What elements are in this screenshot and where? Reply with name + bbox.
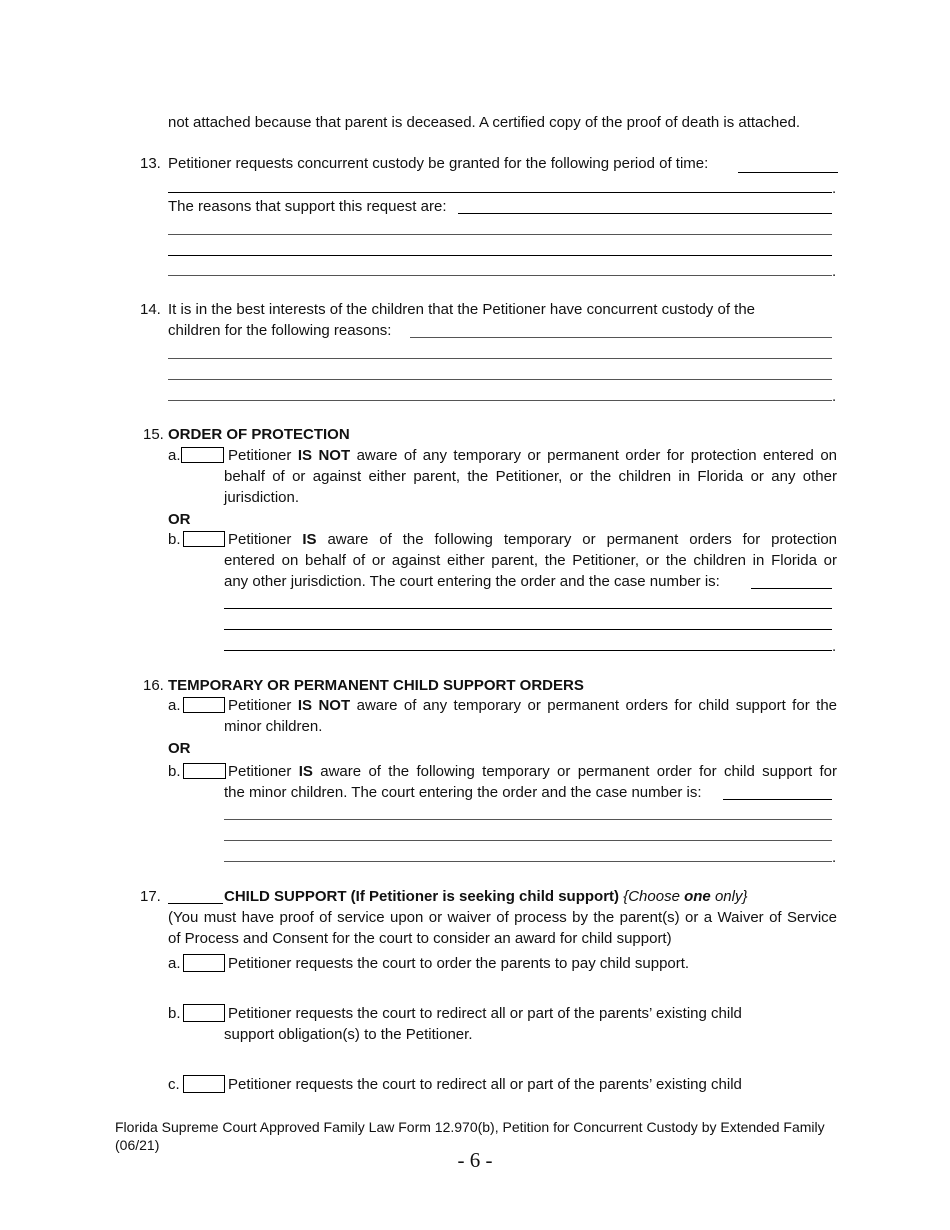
option-17a-text: Petitioner requests the court to order the parents to pay child support. xyxy=(228,955,690,972)
option-15a-letter: a. xyxy=(168,447,181,464)
reasons-field-line-3[interactable] xyxy=(168,255,832,256)
section-16-heading: TEMPORARY OR PERMANENT CHILD SUPPORT ORDERS xyxy=(168,677,584,694)
section-13-text: Petitioner requests concurrent custody be granted for the following period of time: xyxy=(168,155,709,172)
protection-order-field-line-4[interactable] xyxy=(224,650,832,651)
protection-order-field[interactable] xyxy=(751,588,832,589)
option-17a-letter: a. xyxy=(168,955,181,972)
section-14-line-1: It is in the best interests of the children that the Petitioner have concurrent custody of the xyxy=(168,301,755,318)
option-17c-checkbox[interactable] xyxy=(183,1075,225,1093)
option-17b-letter: b. xyxy=(168,1005,181,1022)
custody-period-field-line-2[interactable] xyxy=(168,192,832,193)
option-15b-line-1: Petitioner IS aware of the following temporary or permanent orders for protection xyxy=(228,531,838,548)
option-16a-line-2: minor children. xyxy=(224,718,323,735)
period-mark: . xyxy=(832,638,837,655)
or-label: OR xyxy=(168,511,191,528)
section-15-number: 15. xyxy=(143,426,164,443)
option-15a-checkbox[interactable] xyxy=(181,447,224,463)
section-17-number: 17. xyxy=(140,888,161,905)
section-17-note-line-2: of Process and Consent for the court to consider an award for child support) xyxy=(168,930,672,947)
option-15a-line-2: behalf of or against either parent, the Petitioner, or the children in Florida or any other xyxy=(224,468,837,485)
option-17a-checkbox[interactable] xyxy=(183,954,225,972)
period-mark: . xyxy=(832,388,837,405)
option-17b-line-2: support obligation(s) to the Petitioner. xyxy=(224,1026,473,1043)
option-15a-line-3: jurisdiction. xyxy=(224,489,300,506)
support-order-field-line-4[interactable] xyxy=(224,861,832,862)
section-15-heading: ORDER OF PROTECTION xyxy=(168,426,350,443)
or-label: OR xyxy=(168,740,191,757)
option-16a-checkbox[interactable] xyxy=(183,697,225,713)
period-mark: . xyxy=(832,263,837,280)
section-16-number: 16. xyxy=(143,677,164,694)
option-15b-letter: b. xyxy=(168,531,181,548)
section-17-heading-line: CHILD SUPPORT (If Petitioner is seeking child support) {Choose one only} xyxy=(224,888,748,905)
reasons-field-line-2[interactable] xyxy=(168,234,832,235)
support-order-field-line-2[interactable] xyxy=(224,819,832,820)
option-17c-letter: c. xyxy=(168,1076,180,1093)
page-number: - 6 - xyxy=(457,1148,493,1172)
reasons-label: The reasons that support this request are: xyxy=(168,198,447,215)
option-16a-letter: a. xyxy=(168,697,181,714)
section-14-line-2: children for the following reasons: xyxy=(168,322,392,339)
support-order-field-line-3[interactable] xyxy=(224,840,832,841)
footer-form-title: Florida Supreme Court Approved Family Law Form 12.970(b), Petition for Concurrent Custody by Extended Family xyxy=(115,1119,825,1135)
option-15b-line-2: entered on behalf of or against either parent, the Petitioner, or the children in Florida or xyxy=(224,552,837,569)
best-interest-reasons-line-2[interactable] xyxy=(168,358,832,359)
option-17c-line-1: Petitioner requests the court to redirect all or part of the parents’ existing child xyxy=(228,1076,742,1093)
period-mark: . xyxy=(832,180,837,197)
option-15a-line-1: Petitioner IS NOT aware of any temporary or permanent order for protection entered on xyxy=(228,447,838,464)
continuation-text: not attached because that parent is deceased. A certified copy of the proof of death is attached. xyxy=(168,114,801,131)
protection-order-field-line-2[interactable] xyxy=(224,608,832,609)
best-interest-reasons-field[interactable] xyxy=(410,337,832,338)
footer-form-date: (06/21) xyxy=(115,1137,160,1153)
custody-period-field[interactable] xyxy=(738,172,838,173)
option-15b-checkbox[interactable] xyxy=(183,531,225,547)
section-13-number: 13. xyxy=(140,155,161,172)
option-16b-line-1: Petitioner IS aware of the following temporary or permanent order for child support for xyxy=(228,763,838,780)
support-order-field[interactable] xyxy=(723,799,832,800)
protection-order-field-line-3[interactable] xyxy=(224,629,832,630)
option-17b-checkbox[interactable] xyxy=(183,1004,225,1022)
option-16b-letter: b. xyxy=(168,763,181,780)
option-16a-line-1: Petitioner IS NOT aware of any temporary or permanent orders for child support for the xyxy=(228,697,837,714)
period-mark: . xyxy=(832,849,837,866)
option-16b-line-2: the minor children. The court entering the order and the case number is: xyxy=(224,784,702,801)
section-17-initial-field[interactable] xyxy=(168,903,223,904)
option-17b-line-1: Petitioner requests the court to redirect all or part of the parents’ existing child xyxy=(228,1005,742,1022)
option-16b-checkbox[interactable] xyxy=(183,763,226,779)
reasons-field-line-4[interactable] xyxy=(168,275,832,276)
best-interest-reasons-line-4[interactable] xyxy=(168,400,832,401)
reasons-field[interactable] xyxy=(458,213,832,214)
section-17-heading: CHILD SUPPORT (If Petitioner is seeking child support) xyxy=(224,888,620,905)
section-14-number: 14. xyxy=(140,301,161,318)
section-17-note-line-1: (You must have proof of service upon or waiver of process by the parent(s) or a Waiver of Service xyxy=(168,909,837,926)
option-15b-line-3: any other jurisdiction. The court entering the order and the case number is: xyxy=(224,573,720,590)
best-interest-reasons-line-3[interactable] xyxy=(168,379,832,380)
